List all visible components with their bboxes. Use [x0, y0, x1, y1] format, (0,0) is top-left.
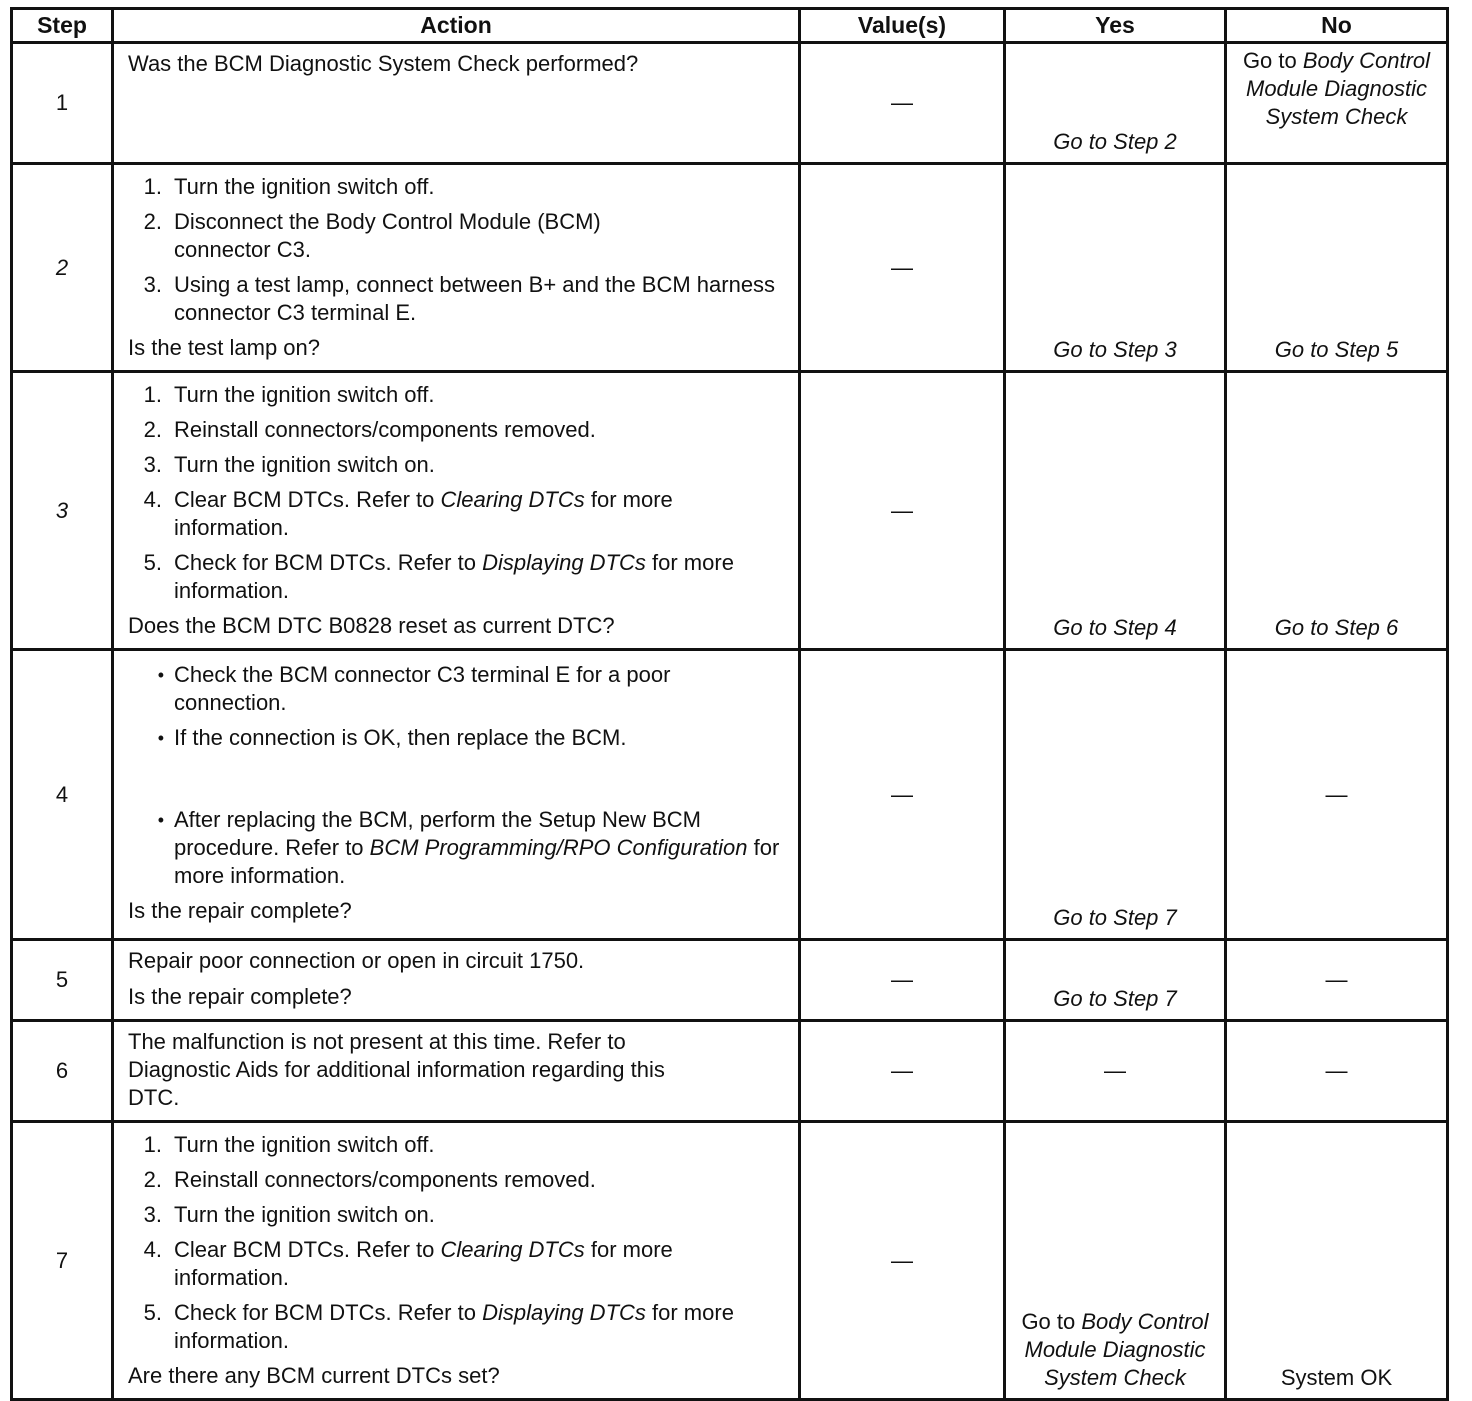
list-number: 1. — [143, 382, 162, 407]
value-cell: — — [800, 1021, 1005, 1122]
header-row — [12, 9, 1448, 43]
step-number: 5 — [12, 940, 113, 1021]
list-number: 2. — [143, 1167, 162, 1192]
yes-cell: Go to Step 3 — [1005, 164, 1226, 372]
list-item — [128, 1299, 788, 1355]
step-list — [128, 173, 788, 327]
table-row-step-6 — [12, 1021, 1448, 1122]
action-text: The malfunction is not present at this time. Refer to Diagnostic Aids for additional information regarding this DTC. — [128, 1029, 665, 1110]
table-row-step-1 — [12, 43, 1448, 164]
yes-cell: — — [1005, 1021, 1226, 1122]
reference-text: Clearing DTCs — [440, 487, 585, 512]
value-cell: — — [800, 650, 1005, 940]
no-cell — [1226, 43, 1448, 164]
text-part: for more information. — [174, 1237, 673, 1290]
text-part: Check for BCM DTCs. Refer to — [174, 1300, 483, 1325]
action-cell — [113, 43, 800, 164]
list-text: Turn the ignition switch on. — [174, 452, 435, 477]
step-number: 1 — [12, 43, 113, 164]
action-cell — [113, 164, 800, 372]
list-item — [128, 271, 788, 327]
text-part: for more information. — [174, 835, 780, 888]
action-cell — [113, 372, 800, 650]
list-item — [128, 381, 788, 409]
list-number: 2. — [143, 209, 162, 234]
text-part: for more information. — [174, 550, 734, 603]
value-cell: — — [800, 164, 1005, 372]
yes-cell: Go to Step 2 — [1005, 43, 1226, 164]
action-cell — [113, 1021, 800, 1122]
list-number: 1. — [143, 1132, 162, 1157]
yes-cell — [1005, 1122, 1226, 1400]
text-part: Check for BCM DTCs. Refer to — [174, 550, 483, 575]
value-cell: — — [800, 43, 1005, 164]
question-text: Is the repair complete? — [128, 984, 352, 1009]
value-cell: — — [800, 1122, 1005, 1400]
list-item — [128, 208, 788, 264]
list-item — [128, 1236, 788, 1292]
question-text: Is the repair complete? — [128, 898, 352, 923]
list-number: 5. — [143, 1300, 162, 1325]
yes-prefix: Go to — [1021, 1309, 1082, 1334]
list-item — [128, 724, 788, 752]
no-cell: System OK — [1226, 1122, 1448, 1400]
bullet-list — [128, 661, 788, 890]
no-cell: — — [1226, 650, 1448, 940]
table-row-step-4 — [12, 650, 1448, 940]
step-number: 4 — [12, 650, 113, 940]
yes-cell: Go to Step 7 — [1005, 940, 1226, 1021]
list-text: Check the BCM connector C3 terminal E for a poor connection. — [174, 662, 671, 715]
action-cell — [113, 650, 800, 940]
question-text: Does the BCM DTC B0828 reset as current DTC? — [128, 613, 615, 638]
bullet-icon: • — [157, 810, 164, 830]
reference-text: Displaying DTCs — [482, 1300, 646, 1325]
list-text — [174, 806, 788, 890]
text-part: for more information. — [174, 487, 673, 540]
list-item — [128, 486, 788, 542]
text-part: Clear BCM DTCs. Refer to — [174, 1237, 441, 1262]
list-item — [128, 416, 788, 444]
table-row-step-3 — [12, 372, 1448, 650]
diagnostic-table — [10, 7, 1449, 1401]
step-number: 7 — [12, 1122, 113, 1400]
list-item — [128, 661, 788, 717]
text-part: for more information. — [174, 1300, 734, 1353]
question-text: Was the BCM Diagnostic System Check performed? — [128, 51, 639, 76]
no-prefix: Go to — [1242, 48, 1303, 73]
list-item — [128, 1131, 788, 1159]
value-cell: — — [800, 940, 1005, 1021]
header-values: Value(s) — [800, 9, 1005, 43]
list-text: Turn the ignition switch off. — [174, 174, 435, 199]
yes-cell: Go to Step 4 — [1005, 372, 1226, 650]
bullet-icon: • — [157, 665, 164, 685]
text-part: After replacing the BCM, perform the Setup New BCM procedure. Refer to — [174, 807, 701, 860]
no-cell: Go to Step 6 — [1226, 372, 1448, 650]
list-text — [174, 1236, 788, 1292]
no-cell: — — [1226, 1021, 1448, 1122]
list-text: If the connection is OK, then replace the BCM. — [174, 725, 627, 750]
reference-text: Clearing DTCs — [440, 1237, 585, 1262]
step-list — [128, 381, 788, 605]
list-item — [128, 549, 788, 605]
list-text: Turn the ignition switch off. — [174, 382, 435, 407]
list-text: Turn the ignition switch off. — [174, 1132, 435, 1157]
list-item — [128, 173, 788, 201]
list-number: 4. — [143, 1237, 162, 1262]
list-number: 1. — [143, 174, 162, 199]
yes-cell: Go to Step 7 — [1005, 650, 1226, 940]
list-text — [174, 549, 788, 605]
value-cell: — — [800, 372, 1005, 650]
bullet-icon: • — [157, 728, 164, 748]
yes-link-text: Body Control Module Diagnostic System Check — [1024, 1309, 1209, 1390]
no-cell: Go to Step 5 — [1226, 164, 1448, 372]
action-cell — [113, 1122, 800, 1400]
list-number: 3. — [143, 1202, 162, 1227]
list-item — [128, 1166, 788, 1194]
list-number: 4. — [143, 487, 162, 512]
list-text — [174, 1299, 788, 1355]
list-item — [128, 806, 788, 890]
list-text: Disconnect the Body Control Module (BCM) connector C3. — [174, 209, 601, 262]
reference-text: BCM Programming/RPO Configuration — [369, 835, 748, 860]
list-text — [174, 486, 788, 542]
list-item — [128, 1201, 788, 1229]
action-cell — [113, 940, 800, 1021]
text-part: Clear BCM DTCs. Refer to — [174, 487, 441, 512]
no-link-text: Body Control Module Diagnostic System Check — [1246, 48, 1431, 129]
list-number: 3. — [143, 272, 162, 297]
header-action: Action — [113, 9, 800, 43]
no-cell: — — [1226, 940, 1448, 1021]
step-number: 6 — [12, 1021, 113, 1122]
question-text: Is the test lamp on? — [128, 335, 320, 360]
list-item — [128, 451, 788, 479]
list-text: Using a test lamp, connect between B+ and the BCM harness connector C3 terminal E. — [174, 272, 776, 325]
header-no: No — [1226, 9, 1448, 43]
list-number: 3. — [143, 452, 162, 477]
table-row-step-2 — [12, 164, 1448, 372]
list-number: 2. — [143, 417, 162, 442]
action-text: Repair poor connection or open in circuit 1750. — [128, 948, 585, 973]
table-row-step-5 — [12, 940, 1448, 1021]
list-text: Reinstall connectors/components removed. — [174, 1167, 596, 1192]
question-text: Are there any BCM current DTCs set? — [128, 1363, 500, 1388]
list-text: Reinstall connectors/components removed. — [174, 417, 596, 442]
step-number: 3 — [12, 372, 113, 650]
header-yes: Yes — [1005, 9, 1226, 43]
table-row-step-7 — [12, 1122, 1448, 1400]
step-list — [128, 1131, 788, 1355]
reference-text: Displaying DTCs — [482, 550, 646, 575]
header-step: Step — [12, 9, 113, 43]
list-text: Turn the ignition switch on. — [174, 1202, 435, 1227]
list-number: 5. — [143, 550, 162, 575]
step-number: 2 — [12, 164, 113, 372]
